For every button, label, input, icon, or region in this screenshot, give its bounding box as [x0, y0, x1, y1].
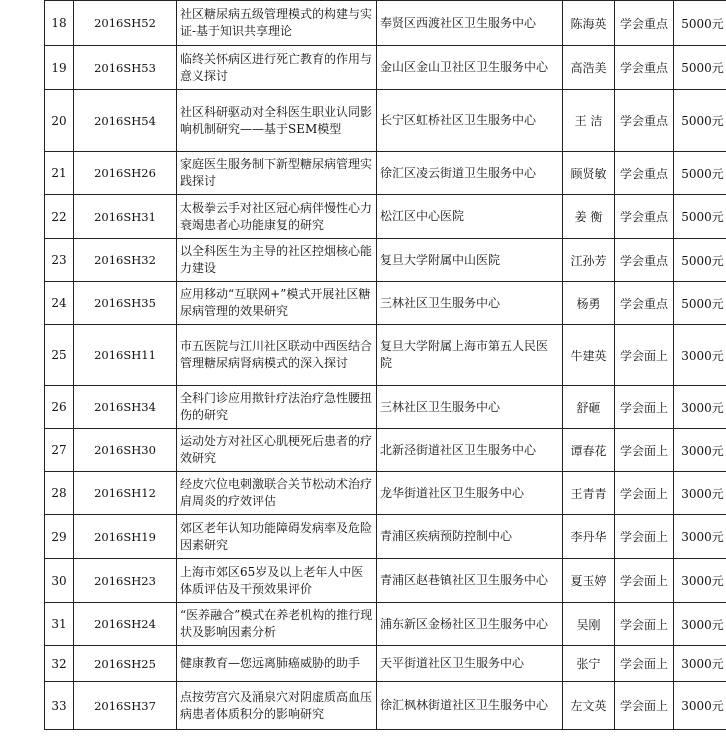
project-title: 经皮穴位电刺激联合关节松动术治疗肩周炎的疗效评估	[177, 472, 377, 515]
row-number: 27	[45, 429, 74, 472]
organization: 龙华街道社区卫生服务中心	[377, 472, 563, 515]
project-title: 上海市郊区65岁及以上老年人中医体质评估及干预效果评价	[177, 559, 377, 603]
principal-investigator: 杨勇	[563, 282, 615, 325]
organization: 三林社区卫生服务中心	[377, 386, 563, 429]
principal-investigator: 王青青	[563, 472, 615, 515]
project-code: 2016SH19	[74, 515, 177, 559]
project-title: 健康教育—您远离肺癌威胁的助手	[177, 646, 377, 682]
row-number: 32	[45, 646, 74, 682]
funding-level: 学会面上	[615, 515, 674, 559]
principal-investigator: 舒砸	[563, 386, 615, 429]
table-row	[45, 472, 726, 515]
row-number: 29	[45, 515, 74, 559]
funding-amount: 5000元	[674, 90, 726, 152]
organization: 长宁区虹桥社区卫生服务中心	[377, 90, 563, 152]
project-title: 家庭医生服务制下新型糖尿病管理实践探讨	[177, 152, 377, 195]
funding-amount: 5000元	[674, 195, 726, 239]
funding-amount: 5000元	[674, 46, 726, 90]
project-title: 社区糖尿病五级管理模式的构建与实证-基于知识共享理论	[177, 1, 377, 46]
table-row	[45, 682, 726, 730]
row-number: 22	[45, 195, 74, 239]
principal-investigator: 李丹华	[563, 515, 615, 559]
project-code: 2016SH54	[74, 90, 177, 152]
project-title: 点按劳宫穴及涌泉穴对阴虚质高血压病患者体质积分的影响研究	[177, 682, 377, 730]
table-row	[45, 46, 726, 90]
principal-investigator: 吴刚	[563, 603, 615, 646]
row-number: 23	[45, 239, 74, 282]
funding-level: 学会面上	[615, 429, 674, 472]
principal-investigator: 张宁	[563, 646, 615, 682]
project-title: 运动处方对社区心肌梗死后患者的疗效研究	[177, 429, 377, 472]
project-code: 2016SH35	[74, 282, 177, 325]
organization: 复旦大学附属中山医院	[377, 239, 563, 282]
row-number: 30	[45, 559, 74, 603]
project-title: 全科门诊应用揿针疗法治疗急性腰扭伤的研究	[177, 386, 377, 429]
table-row	[45, 325, 726, 386]
project-code: 2016SH26	[74, 152, 177, 195]
funding-level: 学会面上	[615, 646, 674, 682]
project-code: 2016SH32	[74, 239, 177, 282]
funding-level: 学会重点	[615, 282, 674, 325]
principal-investigator: 江孙芳	[563, 239, 615, 282]
funding-amount: 5000元	[674, 1, 726, 46]
projects-table	[44, 0, 726, 730]
table-row	[45, 195, 726, 239]
funding-level: 学会重点	[615, 152, 674, 195]
organization: 徐汇枫林街道社区卫生服务中心	[377, 682, 563, 730]
row-number: 28	[45, 472, 74, 515]
table-row	[45, 646, 726, 682]
row-number: 33	[45, 682, 74, 730]
funding-amount: 3000元	[674, 603, 726, 646]
funding-level: 学会面上	[615, 386, 674, 429]
project-code: 2016SH25	[74, 646, 177, 682]
organization: 奉贤区西渡社区卫生服务中心	[377, 1, 563, 46]
funding-amount: 3000元	[674, 515, 726, 559]
organization: 金山区金山卫社区卫生服务中心	[377, 46, 563, 90]
project-code: 2016SH53	[74, 46, 177, 90]
table-row	[45, 559, 726, 603]
principal-investigator: 左文英	[563, 682, 615, 730]
table-row	[45, 429, 726, 472]
organization: 天平街道社区卫生服务中心	[377, 646, 563, 682]
project-code: 2016SH30	[74, 429, 177, 472]
funding-amount: 5000元	[674, 152, 726, 195]
funding-amount: 3000元	[674, 429, 726, 472]
project-code: 2016SH37	[74, 682, 177, 730]
funding-level: 学会面上	[615, 682, 674, 730]
funding-level: 学会重点	[615, 195, 674, 239]
row-number: 19	[45, 46, 74, 90]
project-title: 太极拳云手对社区冠心病伴慢性心力衰竭患者心功能康复的研究	[177, 195, 377, 239]
project-title: “医养融合”模式在养老机构的推行现状及影响因素分析	[177, 603, 377, 646]
funding-amount: 5000元	[674, 239, 726, 282]
table-row	[45, 603, 726, 646]
funding-amount: 3000元	[674, 559, 726, 603]
funding-level: 学会重点	[615, 239, 674, 282]
project-code: 2016SH11	[74, 325, 177, 386]
project-code: 2016SH23	[74, 559, 177, 603]
funding-amount: 3000元	[674, 472, 726, 515]
principal-investigator: 高浩美	[563, 46, 615, 90]
funding-amount: 3000元	[674, 325, 726, 386]
principal-investigator: 牛建英	[563, 325, 615, 386]
principal-investigator: 谭春花	[563, 429, 615, 472]
funding-level: 学会面上	[615, 603, 674, 646]
table-row	[45, 1, 726, 46]
row-number: 18	[45, 1, 74, 46]
organization: 北新泾街道社区卫生服务中心	[377, 429, 563, 472]
funding-level: 学会面上	[615, 559, 674, 603]
row-number: 20	[45, 90, 74, 152]
row-number: 26	[45, 386, 74, 429]
project-title: 临终关怀病区进行死亡教育的作用与意义探讨	[177, 46, 377, 90]
funding-amount: 5000元	[674, 282, 726, 325]
principal-investigator: 夏玉婷	[563, 559, 615, 603]
principal-investigator: 顾贤敏	[563, 152, 615, 195]
row-number: 31	[45, 603, 74, 646]
funding-level: 学会重点	[615, 46, 674, 90]
row-number: 24	[45, 282, 74, 325]
organization: 浦东新区金杨社区卫生服务中心	[377, 603, 563, 646]
project-title: 应用移动“互联网+”模式开展社区糖尿病管理的效果研究	[177, 282, 377, 325]
principal-investigator: 姜 衡	[563, 195, 615, 239]
table-row	[45, 90, 726, 152]
principal-investigator: 陈海英	[563, 1, 615, 46]
funding-amount: 3000元	[674, 646, 726, 682]
projects-table-body	[45, 1, 726, 730]
project-code: 2016SH52	[74, 1, 177, 46]
table-row	[45, 386, 726, 429]
row-number: 21	[45, 152, 74, 195]
table-row	[45, 282, 726, 325]
organization: 青浦区赵巷镇社区卫生服务中心	[377, 559, 563, 603]
project-title: 郊区老年认知功能障碍发病率及危险因素研究	[177, 515, 377, 559]
organization: 松江区中心医院	[377, 195, 563, 239]
table-row	[45, 239, 726, 282]
organization: 徐汇区凌云街道卫生服务中心	[377, 152, 563, 195]
table-row	[45, 515, 726, 559]
funding-level: 学会面上	[615, 472, 674, 515]
row-number: 25	[45, 325, 74, 386]
funding-level: 学会面上	[615, 325, 674, 386]
project-code: 2016SH31	[74, 195, 177, 239]
organization: 青浦区疾病预防控制中心	[377, 515, 563, 559]
funding-level: 学会重点	[615, 90, 674, 152]
funding-amount: 3000元	[674, 386, 726, 429]
project-title: 市五医院与江川社区联动中西医结合管理糖尿病肾病模式的深入探讨	[177, 325, 377, 386]
project-code: 2016SH24	[74, 603, 177, 646]
funding-amount: 3000元	[674, 682, 726, 730]
table-row	[45, 152, 726, 195]
project-title: 社区科研驱动对全科医生职业认同影响机制研究——基于SEM模型	[177, 90, 377, 152]
organization: 三林社区卫生服务中心	[377, 282, 563, 325]
project-title: 以全科医生为主导的社区控烟核心能力建设	[177, 239, 377, 282]
project-code: 2016SH12	[74, 472, 177, 515]
organization: 复旦大学附属上海市第五人民医院	[377, 325, 563, 386]
funding-level: 学会重点	[615, 1, 674, 46]
principal-investigator: 王 洁	[563, 90, 615, 152]
project-code: 2016SH34	[74, 386, 177, 429]
